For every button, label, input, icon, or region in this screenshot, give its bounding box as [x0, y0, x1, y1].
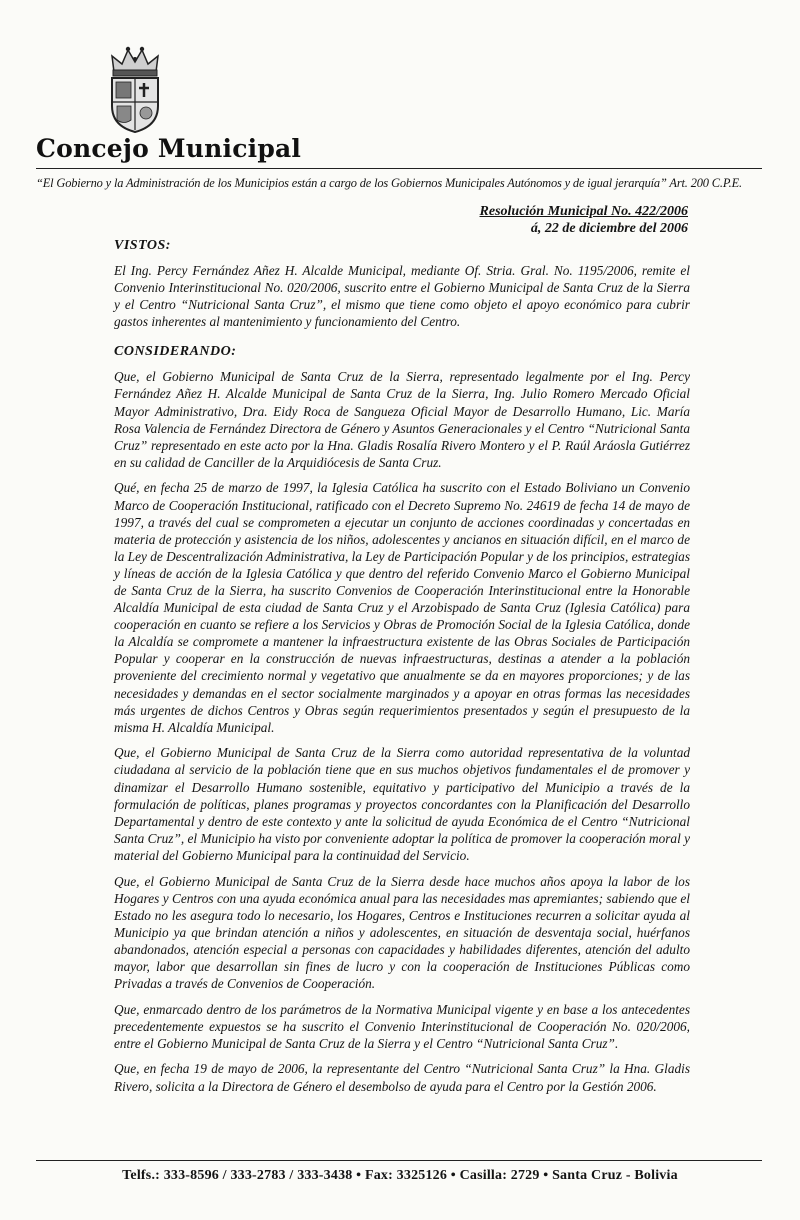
constitution-motto: “El Gobierno y la Administración de los Municipios están a cargo de los Gobiernos Municipales Autónomos y de igual jerarquía” Art. 200 C.P.E. — [36, 176, 742, 190]
considerando-paragraph: Que, enmarcado dentro de los parámetros de la Normativa Municipal vigente y en base a los antecedentes precedentemente expuestos se ha suscrito el Convenio Interinstitucional de Cooperación No. 020/2006, entre el Gobierno Municipal de Santa Cruz de la Sierra y el Centro “Nutricional Santa Cruz”. — [114, 1001, 690, 1051]
coat-of-arms-icon — [104, 42, 166, 134]
considerando-paragraph: Que, el Gobierno Municipal de Santa Cruz de la Sierra como autoridad representativa de la voluntad ciudadana al servicio de la población tiene que en sus muchos objetivos fundamentales el de promover y dinamizar el Desarrollo Humano sostenible, equitativo y participativo del Municipio a través de la formulación de políticas, planes programas y proyectos concordantes con la Planificación del Desarrollo Departamental y dentro de este contexto y ante la solicitud de ayuda Económica de el Centro “Nutricional Santa Cruz”, el Municipio ha visto por conveniente adoptar la política de promover la cooperación moral y material del Gobierno Municipal para la continuidad del Servicio. — [114, 745, 690, 863]
vistos-heading: VISTOS: — [114, 238, 171, 253]
organization-name: Concejo Municipal — [36, 134, 302, 163]
resolution-number: Resolución Municipal No. 422/2006 — [479, 204, 688, 219]
resolution-date: á, 22 de diciembre del 2006 — [530, 221, 688, 236]
footer-contact: Telfs.: 333-8596 / 333-2783 / 333-3438 • Fax: 3325126 • Casilla: 2729 • Santa Cruz - Bolivia — [122, 1168, 678, 1183]
document-body — [114, 238, 690, 1103]
considerando-paragraph: Que, el Gobierno Municipal de Santa Cruz de la Sierra, representado legalmente por el Ing. Percy Fernández Añez H. Alcalde Municipal de Santa Cruz de la Sierra, Ing. Julio Romero Mercado Oficial Mayor Administrativo, Dra. Eidy Roca de Sangueza Oficial Mayor de Desarrollo Humano, Lic. María Rosa Valencia de Fernández Directora de Género y Asuntos Generacionales y el Centro “Nutricional Santa Cruz” representado en este acto por la Hna. Gladis Rosalía Rivero Montero y el P. Raúl Aráosla Gutiérrez en su calidad de Canciller de la Arquidiócesis de Santa Cruz. — [114, 369, 690, 470]
considerando-paragraph: Que, en fecha 19 de mayo de 2006, la representante del Centro “Nutricional Santa Cruz” la Hna. Gladis Rivero, solicita a la Directora de Género el desembolso de ayuda para el Centro por la Gestión 2006. — [114, 1061, 690, 1094]
footer-divider — [36, 1160, 762, 1161]
vistos-paragraph: El Ing. Percy Fernández Añez H. Alcalde Municipal, mediante Of. Stria. Gral. No. 1195/2006, remite el Convenio Interinstitucional No. 020/2006, suscrito entre el Gobierno Municipal de Santa Cruz de la Sierra y el Centro “Nutricional Santa Cruz”, el mismo que tiene como objeto el apoyo económico para cubrir gastos inherentes al mantenimiento y funcionamiento del Centro. — [114, 263, 690, 330]
considerando-heading: CONSIDERANDO: — [114, 344, 237, 360]
resolution-block — [480, 203, 688, 237]
considerando-paragraph: Que, el Gobierno Municipal de Santa Cruz de la Sierra desde hace muchos años apoya la labor de los Hogares y Centros con una ayuda económica anual para las necesidades mas apremiantes; sabiendo que el Estado no les asegura todo lo necesario, los Hogares, Centros e Instituciones recurren a solicitar ayuda al Municipio ya que brindan atención a niños y adolescentes, en situación de desventaja social, huérfanos abandonados, atención especial a personas con capacidades y habilidades diferentes, atención del adulto mayor, labor que desarrollan sin fines de lucro y con la cooperación de Instituciones Públicas como Privadas a través de Convenios de Cooperación. — [114, 873, 690, 992]
header-divider — [36, 168, 762, 169]
considerando-paragraph: Qué, en fecha 25 de marzo de 1997, la Iglesia Católica ha suscrito con el Estado Boliviano un Convenio Marco de Cooperación Institucional, ratificado con el Decreto Supremo No. 24619 de fecha 14 de mayo de 1997, a través del cual se comprometen a ejecutar un conjunto de acciones coordinadas y concertadas en materia de protección y asistencia de los niños, adolescentes y ancianos en situación difícil, en el marco de la Ley de Descentralización Administrativa, la Ley de Participación Popular y de los principios, estrategias y líneas de acción de la Iglesia Católica y que dentro del referido Convenio Marco el Gobierno Municipal de Santa Cruz de la Sierra, ha suscrito Convenios de Cooperación Interinstitucional entre la Honorable Alcaldía Municipal de esta ciudad de Santa Cruz y el Arzobispado de Santa Cruz (Iglesia Católica) para cooperación en cuanto se refiere a los Servicios y Obras de Promoción Social de la Iglesia Católica, donde la Alcaldía se compromete a mantener la infraestructura existente de las Obras Sociales de Participación Popular y cooperar en la construcción de nuevas infraestructuras, destinas a atender a la población proveniente del crecimiento normal y vegetativo que anualmente se da en mayores proporciones; y de las necesidades y demandas en el sector socialmente marginados y a apoyar en otras formas las necesidades más urgentes de dichos Centros y Obras según requerimientos presentados y según el presupuesto de la misma H. Alcaldía Municipal. — [114, 480, 690, 735]
